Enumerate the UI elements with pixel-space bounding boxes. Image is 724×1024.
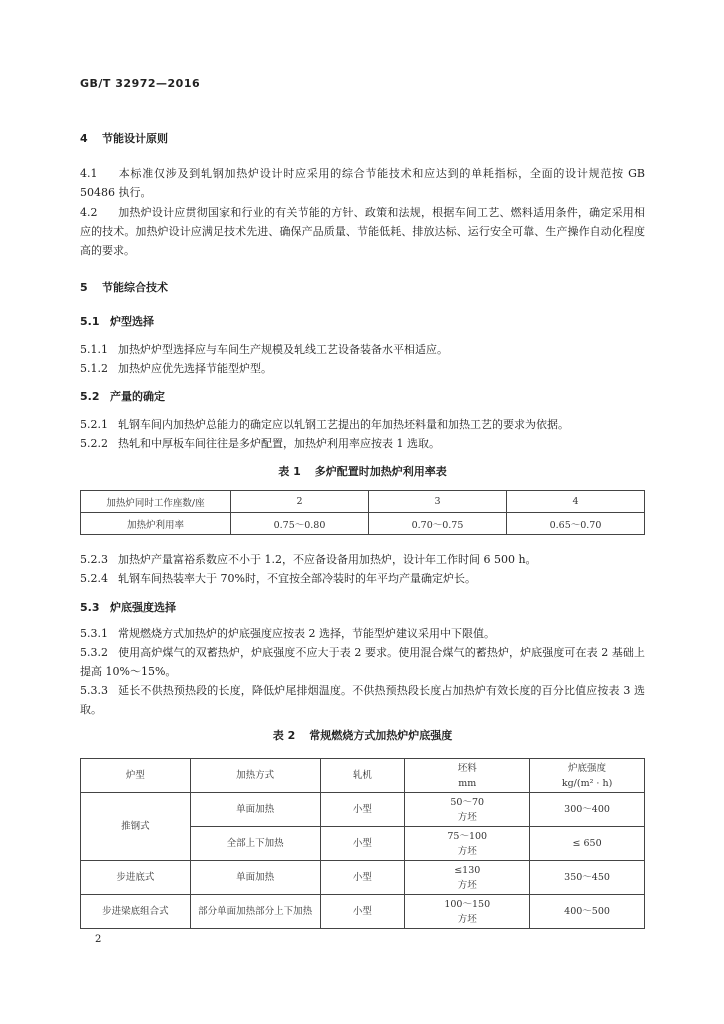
clause-number: 5.1.1 [80, 343, 108, 356]
table-cell [405, 793, 530, 827]
section-4-heading [80, 130, 168, 146]
clause-5-2-3 [80, 550, 645, 569]
table-cell: 部分单面加热部分上下加热 [190, 895, 320, 929]
header-method: 加热方式 [190, 759, 320, 793]
table-cell: 步进底式 [81, 861, 191, 895]
clause-number: 5.3.3 [80, 684, 108, 697]
section-title: 炉底强度选择 [110, 601, 176, 614]
clause-text: 轧钢车间内加热炉总能力的确定应以轧钢工艺提出的年加热坯料量和加热工艺的要求为依据。 [118, 418, 569, 431]
table-2 [80, 758, 645, 929]
table-cell: 2 [231, 491, 369, 513]
billet-shape: 方坯 [457, 845, 477, 857]
clause-text: 热轧和中厚板车间往往是多炉配置，加热炉利用率应按表 1 选取。 [118, 437, 440, 450]
table-1 [80, 490, 645, 535]
table-1-caption [80, 463, 645, 479]
billet-size: 50～70 [450, 796, 485, 808]
table-cell: 小型 [320, 895, 405, 929]
clause-text: 常规燃烧方式加热炉的炉底强度应按表 2 选择，节能型炉建议采用中下限值。 [118, 627, 495, 640]
caption-title: 多炉配置时加热炉利用率表 [314, 465, 447, 478]
section-5-3-heading [80, 599, 176, 615]
table-header-row [81, 759, 645, 793]
header-type: 炉型 [81, 759, 191, 793]
table-row [81, 895, 645, 929]
clause-4-2 [80, 203, 645, 260]
table-cell: 0.70～0.75 [369, 513, 507, 535]
header-billet-label: 坯料 [457, 762, 477, 774]
page-number: 2 [95, 934, 102, 945]
clause-5-2-2 [80, 434, 645, 453]
billet-size: 75～100 [447, 830, 488, 842]
clause-text: 使用高炉煤气的双蓄热炉，炉底强度不应大于表 2 要求。使用混合煤气的蓄热炉，炉底强度可在表 2 基础上提高 10%～15%。 [80, 646, 645, 678]
table-cell: 推钢式 [81, 793, 191, 861]
clause-4-1 [80, 164, 645, 202]
clause-number: 5.2.2 [80, 437, 108, 450]
table-cell: 全部上下加热 [190, 827, 320, 861]
caption-number: 表 2 [272, 729, 296, 742]
clause-text: 延长不供热预热段的长度，降低炉尾排烟温度。不供热预热段长度占加热炉有效长度的百分比值应按表 3 选取。 [80, 684, 645, 716]
table-cell: 小型 [320, 827, 405, 861]
table-cell: 300～400 [530, 793, 645, 827]
section-title: 节能综合技术 [102, 281, 168, 294]
billet-shape: 方坯 [457, 811, 477, 823]
clause-text: 轧钢车间热装率大于 70%时，不宜按全部冷装时的年平均产量确定炉长。 [118, 572, 476, 585]
clause-number: 4.2 [80, 206, 98, 219]
clause-number: 5.3.2 [80, 646, 108, 659]
header-strength-label: 炉底强度 [568, 762, 607, 774]
section-5-heading [80, 279, 168, 295]
table-row [81, 861, 645, 895]
clause-5-1-1 [80, 340, 645, 359]
table-cell [405, 861, 530, 895]
table-cell: 3 [369, 491, 507, 513]
section-title: 产量的确定 [110, 390, 165, 403]
section-number: 5 [80, 281, 88, 294]
section-number: 5.1 [80, 315, 100, 328]
caption-number: 表 1 [278, 465, 301, 478]
clause-text: 加热炉炉型选择应与车间生产规模及轧线工艺设备装备水平相适应。 [118, 343, 448, 356]
section-number: 5.3 [80, 601, 100, 614]
clause-text: 本标准仅涉及到轧钢加热炉设计时应采用的综合节能技术和应达到的单耗指标，全面的设计规范按 GB 50486 执行。 [80, 167, 645, 199]
clause-5-2-4 [80, 569, 645, 588]
table-cell: 加热炉同时工作座数/座 [81, 491, 231, 513]
table-cell: 步进梁底组合式 [81, 895, 191, 929]
table-cell: 0.65～0.70 [507, 513, 645, 535]
table-cell: 4 [507, 491, 645, 513]
standard-code: GB/T 32972—2016 [80, 77, 201, 90]
table-cell: 400～500 [530, 895, 645, 929]
clause-number: 5.1.2 [80, 362, 108, 375]
table-cell [405, 827, 530, 861]
clause-5-3-1 [80, 624, 645, 643]
section-title: 节能设计原则 [102, 132, 168, 145]
table-cell: 加热炉利用率 [81, 513, 231, 535]
clause-5-2-1 [80, 415, 645, 434]
clause-number: 5.2.1 [80, 418, 108, 431]
clause-5-1-2 [80, 359, 645, 378]
clause-number: 5.2.4 [80, 572, 108, 585]
table-row [81, 491, 645, 513]
table-cell: 单面加热 [190, 861, 320, 895]
header-strength-unit: kg/(m² · h) [561, 777, 613, 789]
header-mill: 轧机 [320, 759, 405, 793]
clause-5-3-3 [80, 681, 645, 719]
table-cell: 小型 [320, 861, 405, 895]
clause-number: 5.3.1 [80, 627, 108, 640]
header-billet [405, 759, 530, 793]
table-cell: ≤ 650 [530, 827, 645, 861]
clause-number: 4.1 [80, 167, 98, 180]
clause-text: 加热炉应优先选择节能型炉型。 [118, 362, 272, 375]
section-number: 5.2 [80, 390, 100, 403]
table-cell [405, 895, 530, 929]
table-row [81, 793, 645, 827]
billet-size: ≤130 [454, 864, 481, 876]
table-2-caption [80, 727, 645, 743]
billet-shape: 方坯 [457, 879, 477, 891]
table-cell: 单面加热 [190, 793, 320, 827]
section-title: 炉型选择 [110, 315, 154, 328]
clause-text: 加热炉产量富裕系数应不小于 1.2，不应备设备用加热炉，设计年工作时间 6 500 h。 [118, 553, 537, 566]
clause-number: 5.2.3 [80, 553, 108, 566]
caption-title: 常规燃烧方式加热炉炉底强度 [309, 729, 453, 742]
section-number: 4 [80, 132, 88, 145]
clause-text: 加热炉设计应贯彻国家和行业的有关节能的方针、政策和法规，根据车间工艺、燃料适用条件，确定采用相应的技术。加热炉设计应满足技术先进、确保产品质量、节能低耗、排放达标、运行安全可靠、生产操作自动化程度高的要求。 [80, 206, 645, 257]
billet-shape: 方坯 [457, 913, 477, 925]
table-cell: 小型 [320, 793, 405, 827]
section-5-1-heading [80, 313, 154, 329]
table-cell: 0.75～0.80 [231, 513, 369, 535]
header-strength [530, 759, 645, 793]
table-row [81, 513, 645, 535]
billet-size: 100～150 [444, 898, 491, 910]
section-5-2-heading [80, 388, 165, 404]
table-cell: 350～450 [530, 861, 645, 895]
header-billet-unit: mm [458, 777, 477, 789]
clause-5-3-2 [80, 643, 645, 681]
